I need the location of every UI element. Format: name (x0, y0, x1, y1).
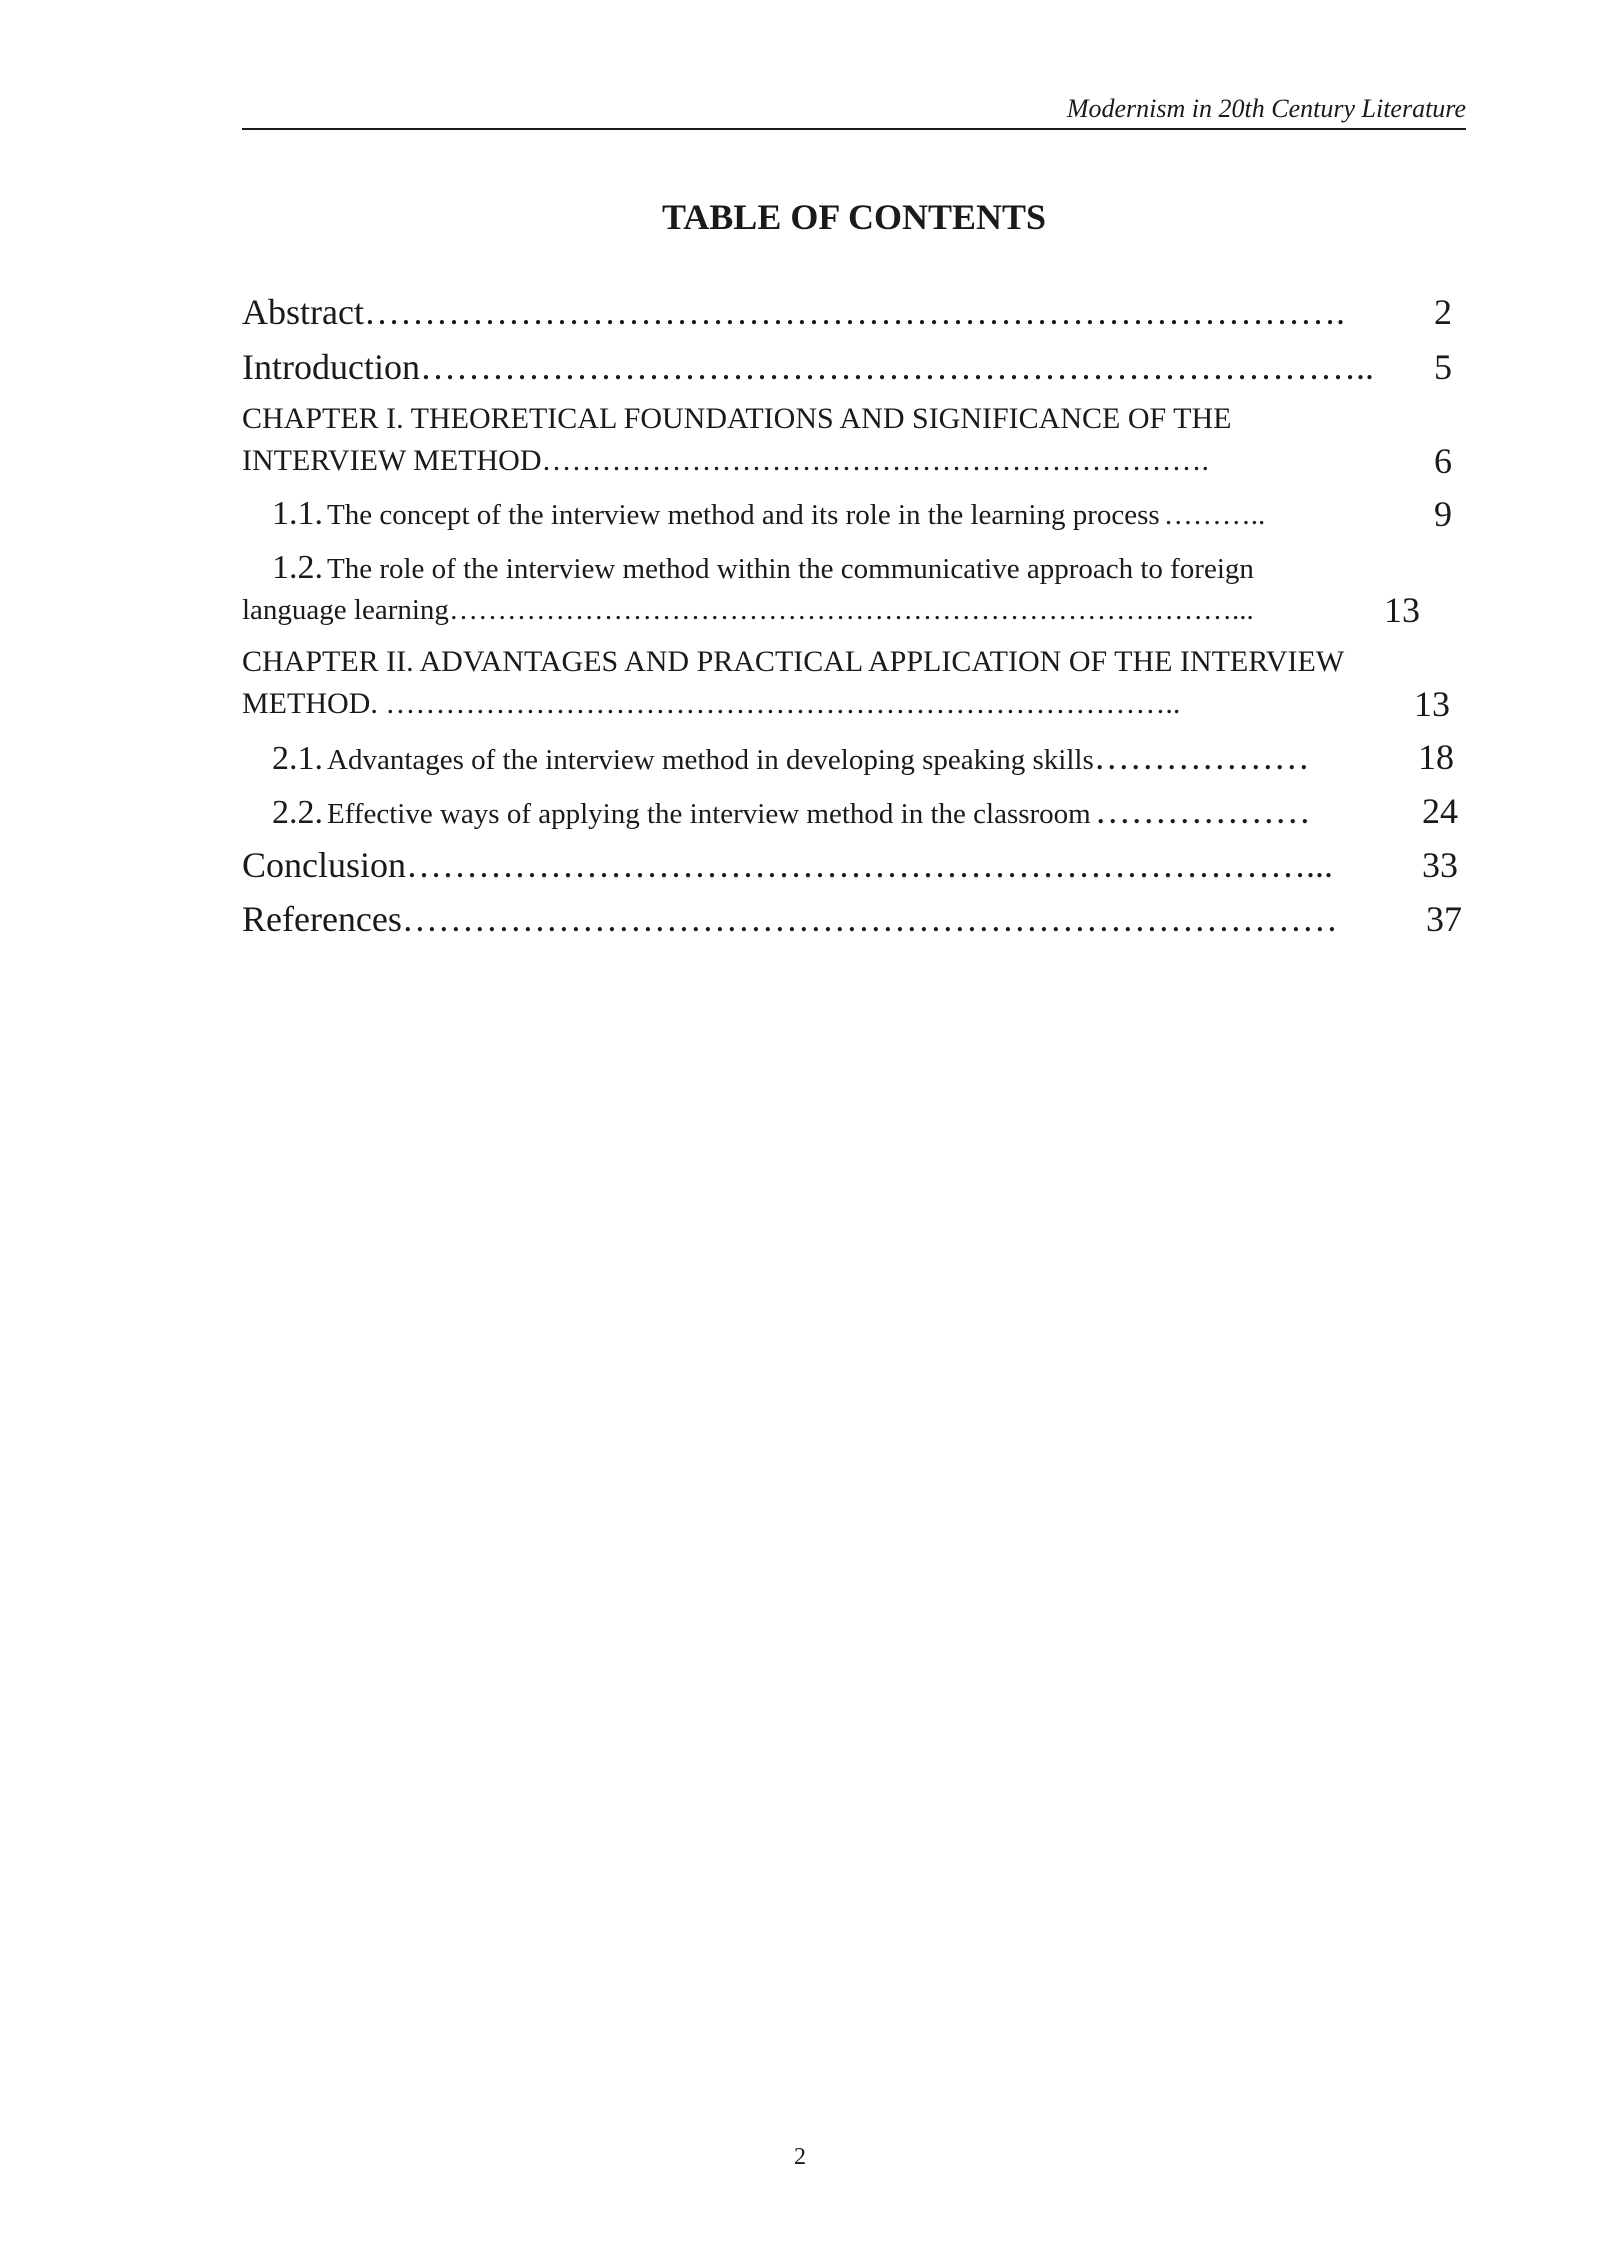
toc-title: TABLE OF CONTENTS (661, 197, 1047, 237)
toc-leader-dots: ………………………………………………………………………... (448, 594, 1254, 626)
toc-entry-label: Advantages of the interview method in developing speaking skills (327, 744, 1094, 776)
toc-entry-number: 1.2. (272, 549, 323, 586)
toc-leader-dots: …………………………………………………………. (541, 444, 1209, 477)
toc-entry-label: Abstract (242, 292, 364, 332)
toc-leader-dots: …………………………………………………………………… (401, 899, 1338, 939)
toc-entry-label-line2: METHOD. (242, 687, 378, 720)
toc-entry-label: Effective ways of applying the interview method in the classroom (327, 798, 1091, 830)
toc-entry-number: 2.1. (272, 740, 323, 777)
page-number: 2 (794, 2144, 806, 2170)
toc-entry-page: 5 (1434, 347, 1452, 387)
toc-entry-number: 2.2. (272, 794, 323, 831)
toc-entry-page: 37 (1426, 899, 1462, 939)
toc-leader-dots: …………………………………………………………………... (406, 845, 1334, 885)
toc-entry-label: Introduction (242, 347, 420, 387)
toc-leader-dots: …………………………………………………………………….. (385, 687, 1181, 720)
running-header: Modernism in 20th Century Literature (1066, 94, 1466, 123)
toc-leader-dots: ………………………………………………………………………. (363, 292, 1345, 332)
toc-entry-label: References (242, 899, 402, 939)
toc-entry-label-line2: INTERVIEW METHOD (242, 444, 542, 477)
toc-entry-label: Conclusion (242, 845, 407, 885)
toc-entry-label-line1: CHAPTER I. THEORETICAL FOUNDATIONS AND SIGNIFICANCE OF THE (242, 402, 1232, 435)
toc-leader-dots: ……………… (1094, 791, 1311, 831)
toc-entry-page: 18 (1418, 737, 1454, 777)
toc-entry-page: 33 (1422, 845, 1458, 885)
toc-leader-dots: …………………………………………………………………….. (419, 347, 1374, 387)
toc-entry-label-line1: CHAPTER II. ADVANTAGES AND PRACTICAL APPLICATION OF THE INTERVIEW (242, 645, 1345, 678)
toc-entry-label: The concept of the interview method and its role in the learning process (327, 499, 1160, 531)
toc-leader-dots: ……….. (1163, 499, 1266, 531)
toc-entry-page: 6 (1434, 441, 1452, 481)
toc-entry-label-line1: The role of the interview method within the communicative approach to foreign (327, 553, 1254, 585)
toc-entry-page: 2 (1434, 292, 1452, 332)
toc-entry-label-line2: language learning (242, 594, 449, 626)
header-rule (242, 128, 1466, 130)
toc-entry-page: 24 (1422, 791, 1458, 831)
toc-leader-dots: ……………… (1093, 737, 1310, 777)
toc-entry-page: 13 (1414, 684, 1450, 724)
toc-entry-number: 1.1. (272, 495, 323, 532)
toc-entry-page: 13 (1384, 590, 1420, 630)
toc-entry-page: 9 (1434, 494, 1452, 534)
